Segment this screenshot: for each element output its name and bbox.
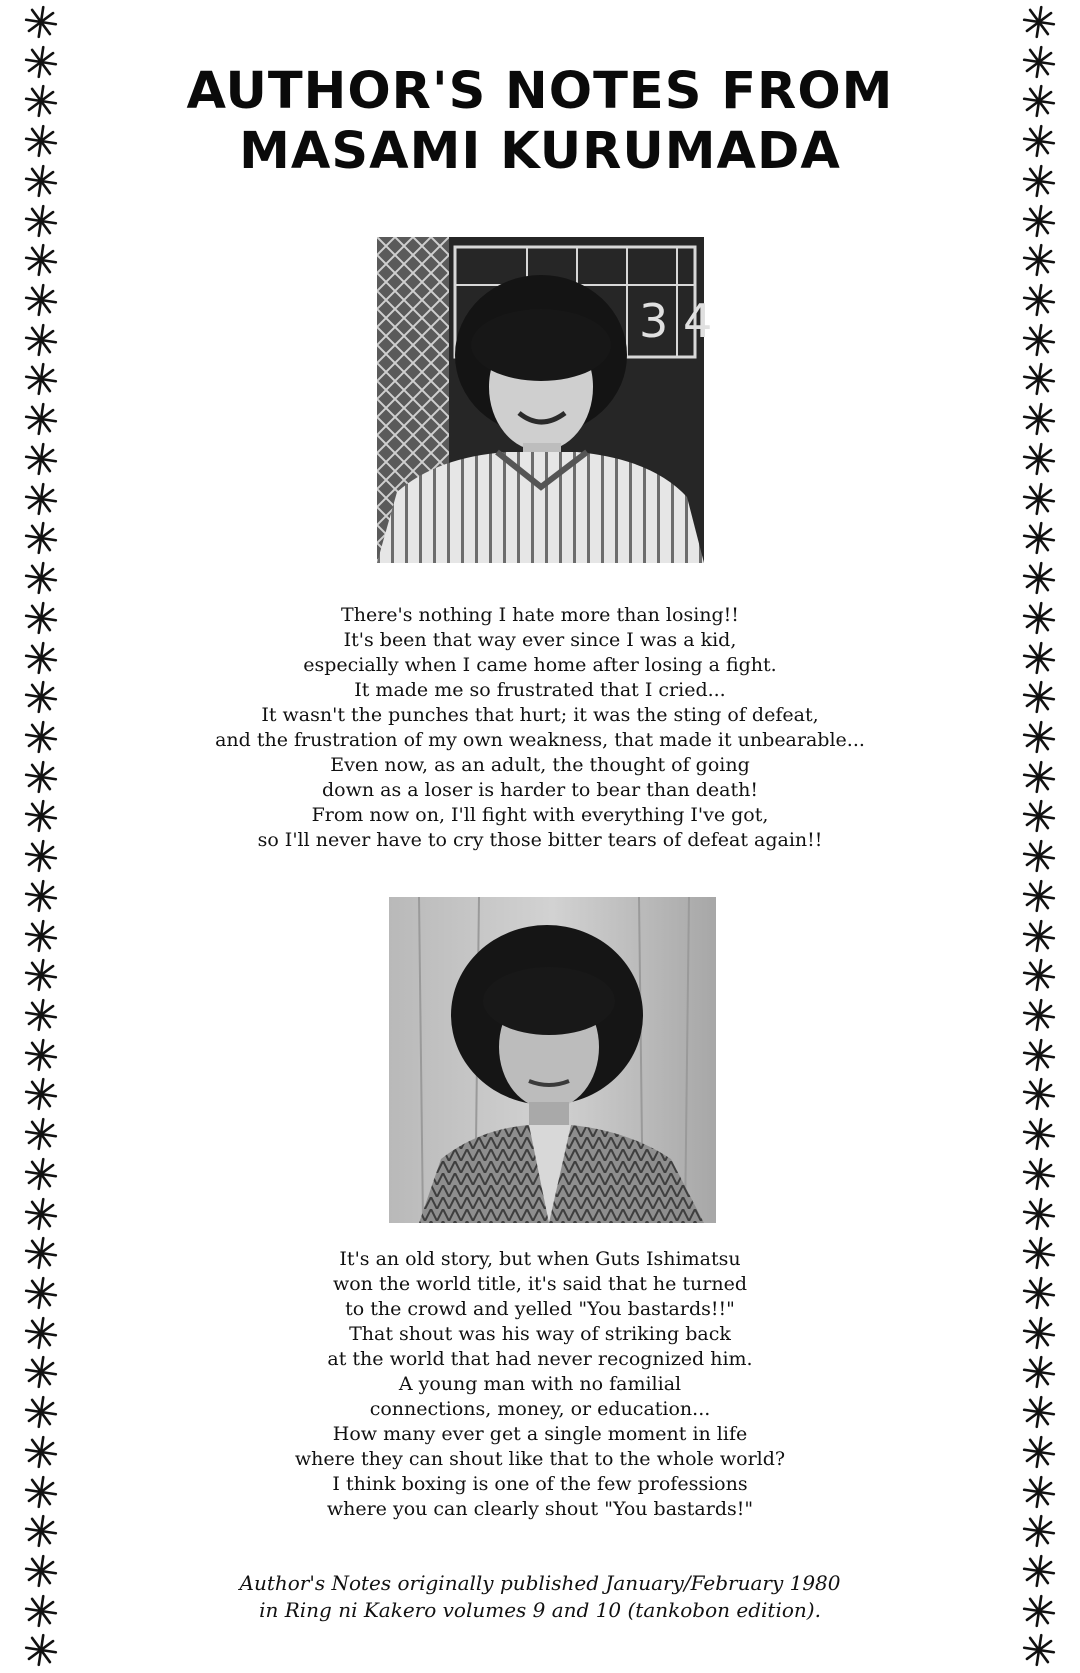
asterisk-star-icon xyxy=(22,242,60,278)
asterisk-star-icon xyxy=(1020,640,1058,676)
text-line: at the world that had never recognized him. xyxy=(327,1348,753,1370)
text-line: down as a loser is harder to bear than death! xyxy=(322,779,758,801)
asterisk-star-icon xyxy=(1020,997,1058,1033)
author-note-1 xyxy=(150,603,930,853)
asterisk-star-icon xyxy=(22,719,60,755)
page-title xyxy=(150,62,930,182)
author-photo-portrait xyxy=(389,897,716,1223)
asterisk-star-icon xyxy=(22,1196,60,1232)
asterisk-star-icon xyxy=(22,1474,60,1510)
asterisk-star-icon xyxy=(1020,1156,1058,1192)
asterisk-star-icon xyxy=(22,957,60,993)
asterisk-star-icon xyxy=(1020,1076,1058,1112)
asterisk-star-icon xyxy=(1020,1275,1058,1311)
asterisk-star-icon xyxy=(22,600,60,636)
asterisk-star-icon xyxy=(1020,322,1058,358)
asterisk-star-icon xyxy=(22,1116,60,1152)
asterisk-star-icon xyxy=(22,918,60,954)
asterisk-star-icon xyxy=(1020,44,1058,80)
text-line: to the crowd and yelled "You bastards!!" xyxy=(345,1298,735,1320)
asterisk-star-icon xyxy=(22,441,60,477)
asterisk-star-icon xyxy=(22,322,60,358)
asterisk-star-icon xyxy=(22,83,60,119)
asterisk-star-icon xyxy=(22,1315,60,1351)
asterisk-star-icon xyxy=(22,1037,60,1073)
asterisk-star-icon xyxy=(22,1632,60,1668)
source-line-1: Author's Notes originally published January/February 1980 xyxy=(239,1571,841,1595)
asterisk-star-icon xyxy=(1020,679,1058,715)
asterisk-star-icon xyxy=(22,1354,60,1390)
asterisk-star-icon xyxy=(1020,1235,1058,1271)
asterisk-star-icon xyxy=(1020,1196,1058,1232)
asterisk-star-icon xyxy=(22,560,60,596)
asterisk-star-icon xyxy=(22,1513,60,1549)
asterisk-star-icon xyxy=(22,759,60,795)
asterisk-star-icon xyxy=(1020,1632,1058,1668)
source-line-2: in Ring ni Kakero volumes 9 and 10 (tankobon edition). xyxy=(259,1598,821,1622)
text-line: A young man with no familial xyxy=(398,1373,682,1395)
asterisk-star-icon xyxy=(1020,957,1058,993)
asterisk-star-icon xyxy=(22,203,60,239)
asterisk-star-icon xyxy=(22,1394,60,1430)
asterisk-star-icon xyxy=(22,1156,60,1192)
page-title-line-2: MASAMI KURUMADA xyxy=(239,122,841,181)
asterisk-star-icon xyxy=(22,4,60,40)
svg-text:3: 3 xyxy=(639,294,669,348)
text-line: It's been that way ever since I was a kid, xyxy=(343,629,737,651)
asterisk-star-icon xyxy=(22,1275,60,1311)
svg-text:4: 4 xyxy=(683,294,713,348)
asterisk-star-icon xyxy=(22,1235,60,1271)
asterisk-star-icon xyxy=(1020,441,1058,477)
text-line: It made me so frustrated that I cried... xyxy=(354,679,726,701)
asterisk-star-icon xyxy=(22,282,60,318)
asterisk-star-icon xyxy=(1020,1513,1058,1549)
asterisk-star-icon xyxy=(22,997,60,1033)
asterisk-star-icon xyxy=(1020,1037,1058,1073)
asterisk-star-icon xyxy=(22,44,60,80)
author-note-2 xyxy=(150,1247,930,1522)
text-line: especially when I came home after losing a fight. xyxy=(303,654,777,676)
text-line: where you can clearly shout "You bastards!" xyxy=(326,1498,754,1520)
text-line: It wasn't the punches that hurt; it was the sting of defeat, xyxy=(261,704,819,726)
asterisk-star-icon xyxy=(22,163,60,199)
asterisk-star-icon xyxy=(1020,123,1058,159)
page-title-line-1: AUTHOR'S NOTES FROM xyxy=(186,62,894,121)
asterisk-star-icon xyxy=(1020,600,1058,636)
asterisk-star-icon xyxy=(1020,520,1058,556)
asterisk-star-icon xyxy=(1020,83,1058,119)
author-photo-smiling xyxy=(377,237,713,563)
publication-source-note xyxy=(150,1570,930,1624)
asterisk-star-icon xyxy=(22,481,60,517)
text-line: connections, money, or education... xyxy=(369,1398,711,1420)
asterisk-star-icon xyxy=(1020,1593,1058,1629)
asterisk-star-icon xyxy=(22,838,60,874)
asterisk-star-icon xyxy=(1020,560,1058,596)
text-line: From now on, I'll fight with everything I've got, xyxy=(311,804,769,826)
asterisk-star-icon xyxy=(22,679,60,715)
asterisk-star-icon xyxy=(1020,1434,1058,1470)
asterisk-star-icon xyxy=(22,1553,60,1589)
asterisk-star-icon xyxy=(1020,719,1058,755)
asterisk-star-icon xyxy=(1020,918,1058,954)
text-line: That shout was his way of striking back xyxy=(349,1323,731,1345)
asterisk-star-icon xyxy=(1020,838,1058,874)
text-line: so I'll never have to cry those bitter tears of defeat again!! xyxy=(257,829,823,851)
asterisk-star-icon xyxy=(1020,282,1058,318)
asterisk-star-icon xyxy=(1020,203,1058,239)
asterisk-star-icon xyxy=(1020,401,1058,437)
asterisk-star-icon xyxy=(1020,481,1058,517)
text-line: Even now, as an adult, the thought of going xyxy=(330,754,750,776)
asterisk-star-icon xyxy=(22,1593,60,1629)
text-line: It's an old story, but when Guts Ishimatsu xyxy=(339,1248,741,1270)
text-line: won the world title, it's said that he turned xyxy=(332,1273,748,1295)
asterisk-star-icon xyxy=(22,123,60,159)
asterisk-star-icon xyxy=(1020,163,1058,199)
text-line: There's nothing I hate more than losing!! xyxy=(341,604,739,626)
asterisk-star-icon xyxy=(1020,1354,1058,1390)
author-photo-portrait-image xyxy=(389,897,716,1223)
asterisk-star-icon xyxy=(1020,1116,1058,1152)
asterisk-star-icon xyxy=(22,520,60,556)
asterisk-star-icon xyxy=(1020,1315,1058,1351)
asterisk-star-icon xyxy=(1020,759,1058,795)
asterisk-star-icon xyxy=(22,401,60,437)
asterisk-star-icon xyxy=(22,640,60,676)
asterisk-star-icon xyxy=(1020,878,1058,914)
asterisk-star-icon xyxy=(1020,1553,1058,1589)
asterisk-star-icon xyxy=(22,798,60,834)
asterisk-star-icon xyxy=(1020,361,1058,397)
text-line: and the frustration of my own weakness, that made it unbearable... xyxy=(215,729,865,751)
asterisk-star-icon xyxy=(22,1434,60,1470)
text-line: I think boxing is one of the few professions xyxy=(332,1473,748,1495)
author-photo-smiling-image xyxy=(377,237,713,563)
text-line: How many ever get a single moment in life xyxy=(332,1423,748,1445)
left-star-border xyxy=(16,4,66,1669)
asterisk-star-icon xyxy=(1020,798,1058,834)
asterisk-star-icon xyxy=(1020,1394,1058,1430)
right-star-border xyxy=(1014,4,1064,1669)
text-line: where they can shout like that to the whole world? xyxy=(294,1448,786,1470)
asterisk-star-icon xyxy=(22,878,60,914)
asterisk-star-icon xyxy=(22,361,60,397)
asterisk-star-icon xyxy=(1020,1474,1058,1510)
asterisk-star-icon xyxy=(1020,242,1058,278)
asterisk-star-icon xyxy=(22,1076,60,1112)
asterisk-star-icon xyxy=(1020,4,1058,40)
